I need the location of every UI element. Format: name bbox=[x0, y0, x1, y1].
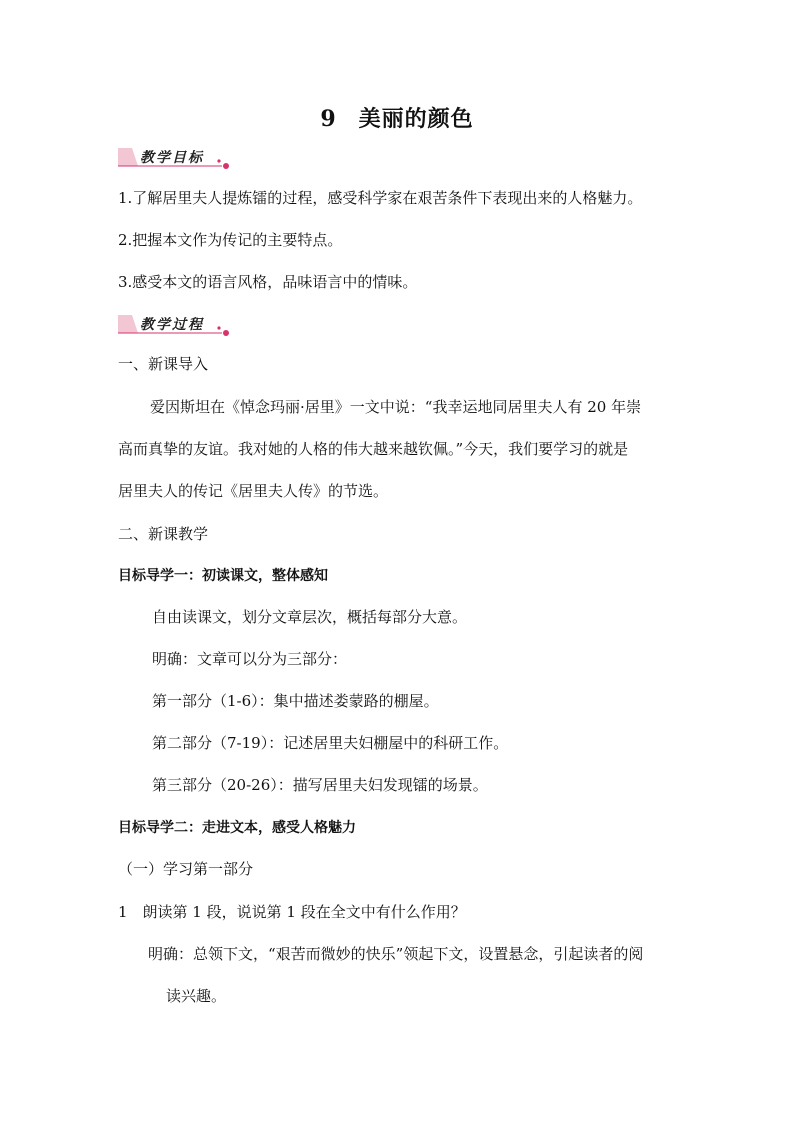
paragraph-line: 爱因斯坦在《悼念玛丽·居里》一文中说：“我幸运地同居里夫人有 20 年崇 bbox=[150, 398, 642, 416]
lesson-number: 9 bbox=[320, 106, 337, 132]
question-line: 1 朗读第 1 段，说说第 1 段在全文中有什么作用？ bbox=[118, 903, 466, 921]
sub-heading: （一）学习第一部分 bbox=[118, 860, 254, 878]
section-label: 教学目标 bbox=[140, 150, 204, 166]
part-heading: 一、新课导入 bbox=[118, 355, 209, 373]
paragraph-line: 居里夫人的传记《居里夫人传》的节选。 bbox=[118, 482, 389, 500]
answer-line: 读兴趣。 bbox=[166, 987, 227, 1005]
goal-item: 2.把握本文作为传记的主要特点。 bbox=[118, 231, 343, 249]
section-header-process bbox=[118, 313, 238, 339]
paragraph-line: 第二部分（7-19）：记述居里夫妇棚屋中的科研工作。 bbox=[152, 734, 509, 752]
goal-item: 3.感受本文的语言风格，品味语言中的情味。 bbox=[118, 273, 418, 291]
goal-heading: 目标导学二：走进文本，感受人格魅力 bbox=[118, 820, 356, 836]
part-heading: 二、新课教学 bbox=[118, 525, 209, 543]
paragraph-line: 高而真挚的友谊。我对她的人格的伟大越来越钦佩。”今天，我们要学习的就是 bbox=[118, 440, 629, 458]
goal-item: 1.了解居里夫人提炼镭的过程，感受科学家在艰苦条件下表现出来的人格魅力。 bbox=[118, 189, 643, 207]
section-header-goals bbox=[118, 146, 238, 172]
paragraph-line: 第一部分（1-6）：集中描述娄蒙路的棚屋。 bbox=[152, 692, 439, 710]
paragraph-line: 自由读课文，划分文章层次，概括每部分大意。 bbox=[152, 608, 468, 626]
paragraph-line: 第三部分（20-26）：描写居里夫妇发现镭的场景。 bbox=[152, 776, 488, 794]
answer-line: 明确：总领下文，“艰苦而微妙的快乐”领起下文，设置悬念，引起读者的阅 bbox=[148, 945, 644, 963]
lesson-title-text: 美丽的颜色 bbox=[358, 106, 474, 132]
paragraph-line: 明确：文章可以分为三部分： bbox=[152, 650, 348, 668]
goal-heading: 目标导学一：初读课文，整体感知 bbox=[118, 568, 328, 584]
section-label: 教学过程 bbox=[140, 317, 204, 333]
lesson-title bbox=[0, 102, 794, 133]
